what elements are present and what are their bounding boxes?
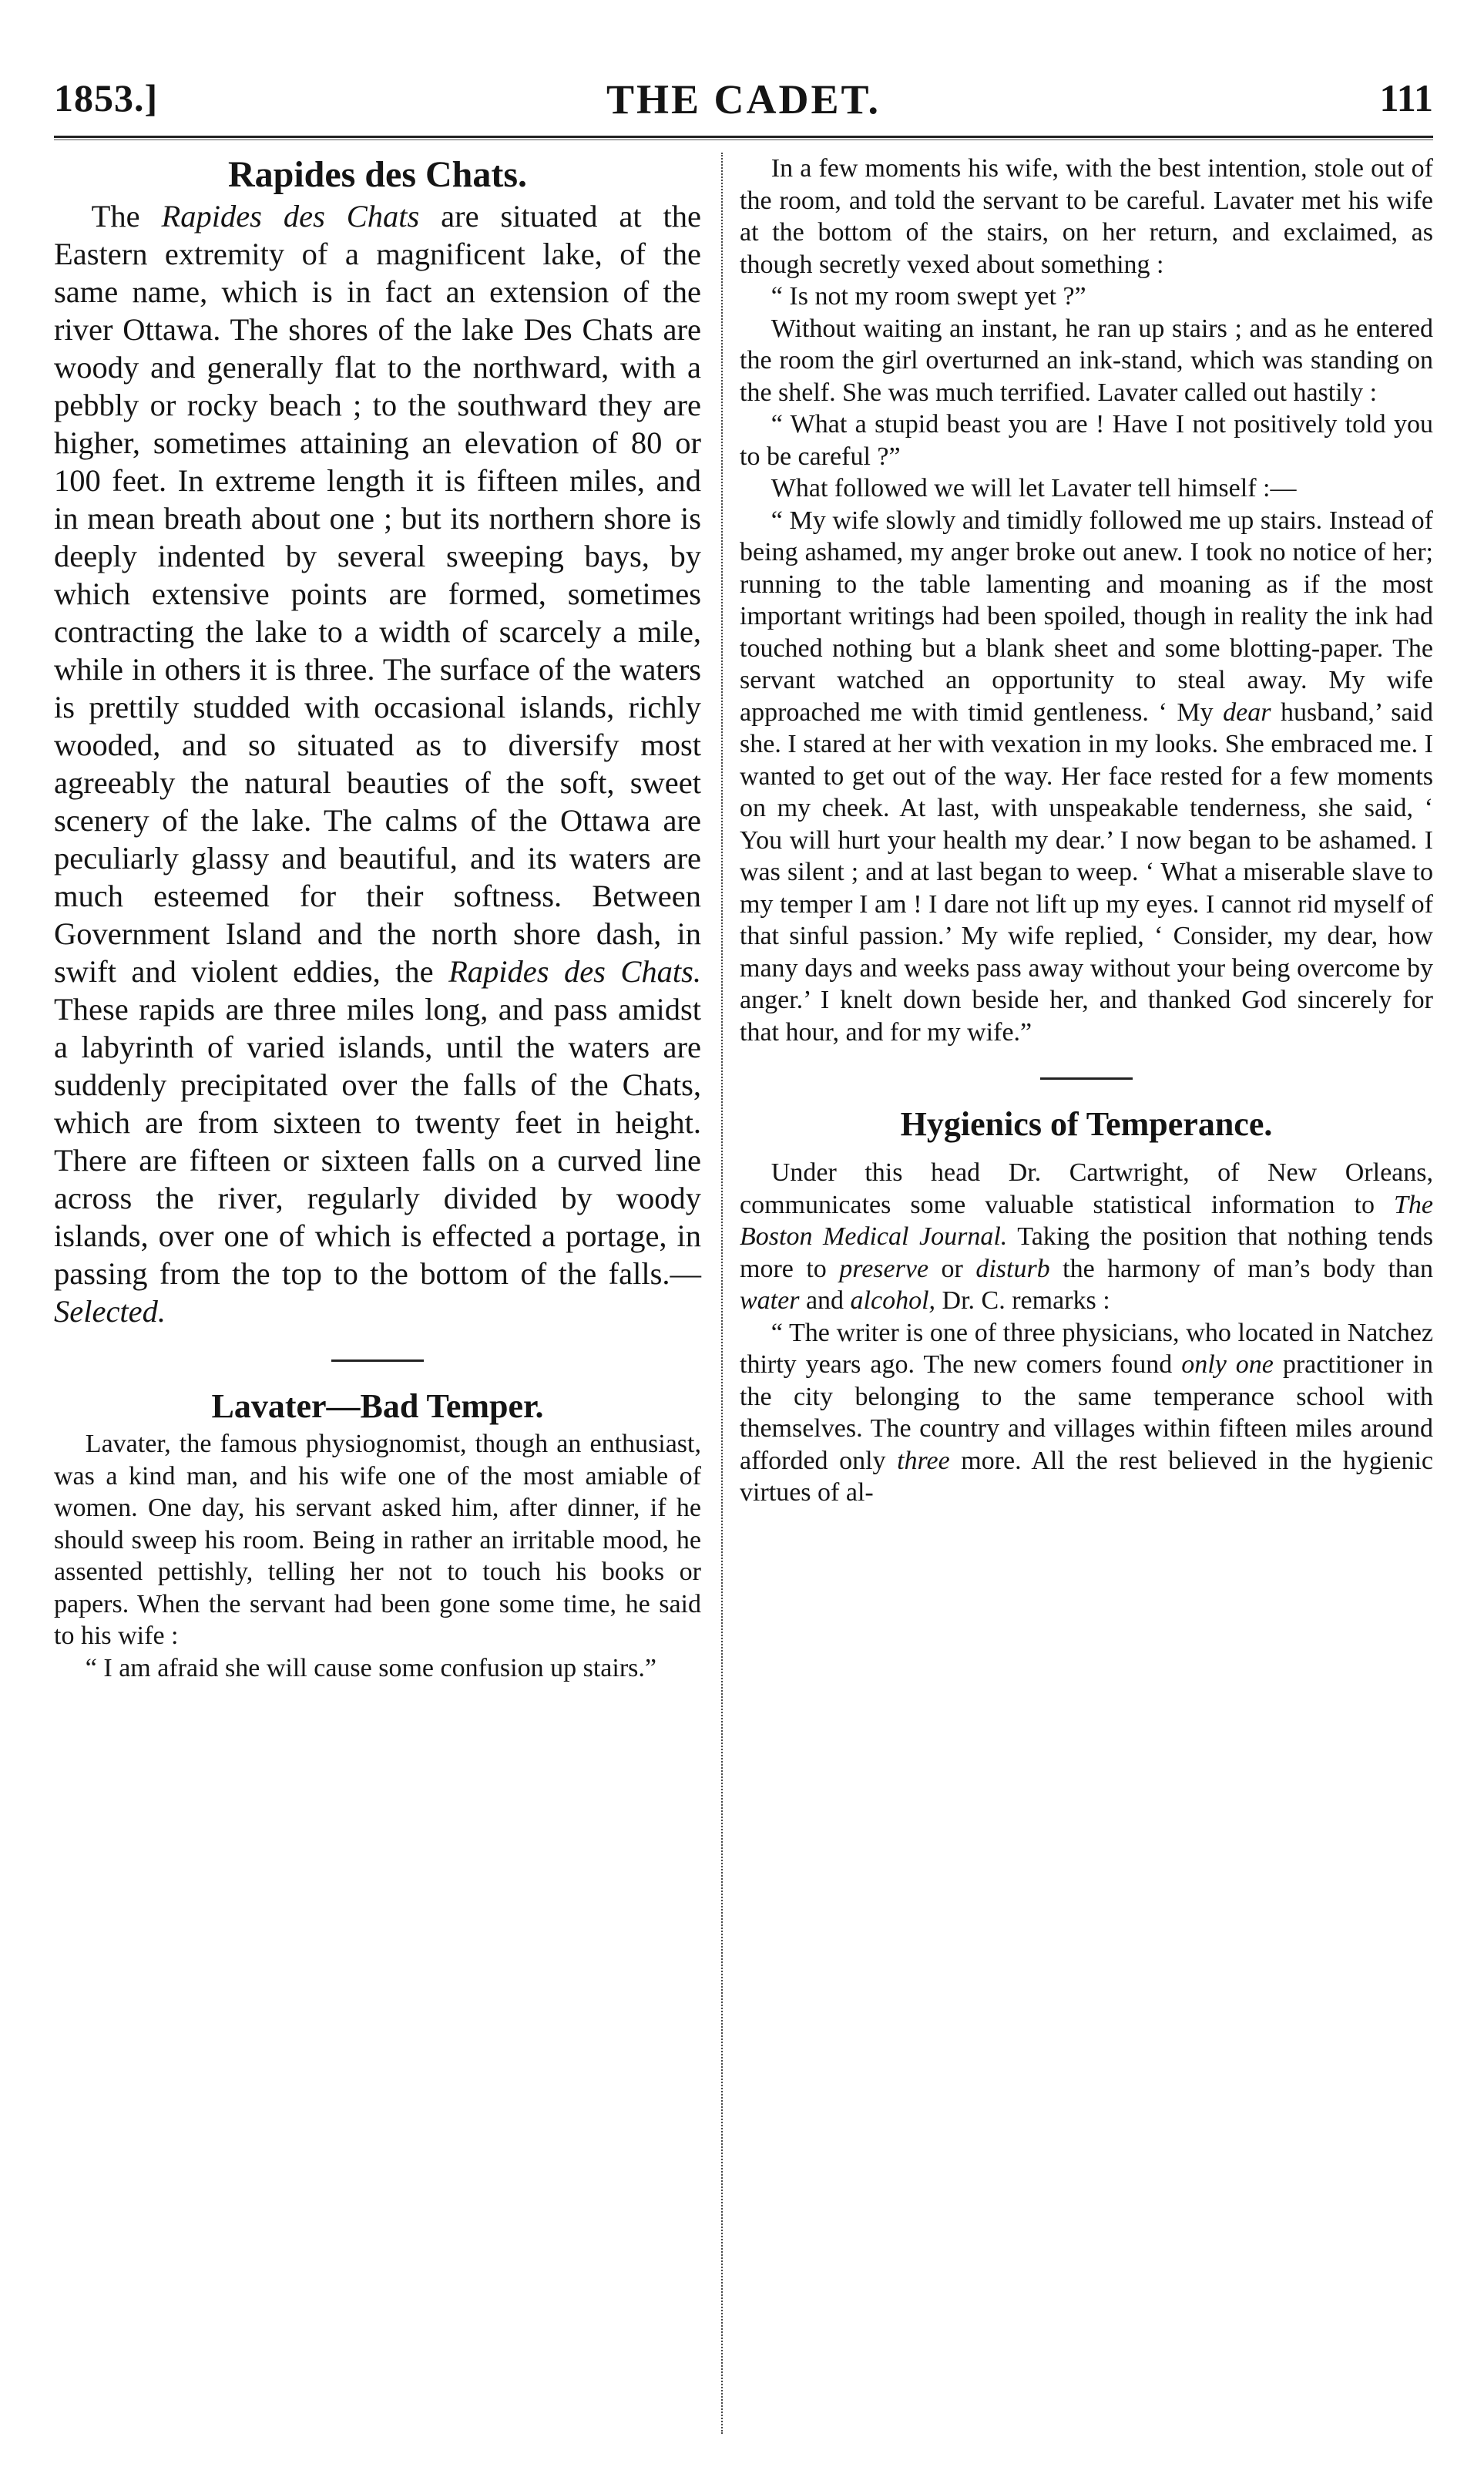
right-column — [740, 153, 1433, 1509]
article-paragraph: “ I am afraid she will cause some confusion up stairs.” — [85, 1653, 656, 1682]
article-title: Rapides des Chats. — [227, 154, 528, 195]
left-column — [54, 153, 701, 1684]
journal-title: THE CADET. — [606, 76, 881, 123]
column-divider — [721, 153, 723, 2434]
article-paragraph: “ My wife slowly and timidly followed me up stairs. Instead of being ashamed, my anger broke out anew. I took no notice of her; running to the table lamenting and moaning as if the most important writings had been spoiled, though in reality the ink had touched nothing but a blank sheet and some blotting-paper. The servant watched an opportunity to steal away. My wife approached me with timid gentleness. ‘ My dear husband,’ said she. I stared at her with vexation in my looks. She embraced me. I wanted to get out of the way. Her face rested for a few moments on my cheek. At last, with unspeakable tenderness, she said, ‘ You will hurt your health my dear.’ I now began to be ashamed. I was silent ; and at last began to weep. ‘ What a miserable slave to my temper I am ! I dare not lift up my eyes. I cannot rid myself of that sinful passion.’ My wife replied, ‘ Consider, my dear, how many days and weeks pass away without your being overcome by anger.’ I knelt down beside her, and thanked God sincerely for that hour, and for my wife.” — [740, 506, 1434, 1047]
article-lavater-continued — [740, 153, 1433, 1048]
header-year: 1853.] — [54, 76, 159, 119]
article-paragraph: In a few moments his wife, with the best intention, stole out of the room, and told the servant to be careful. Lavater met his wife at the bottom of the stairs, on her return, and exclaimed, as though secretly vexed about something : — [740, 154, 1433, 279]
article-paragraph: The Rapides des Chats are situated at the Eastern extremity of a magnificent lake, of the same name, which is in fact an extension of the river Ottawa. The shores of the lake Des Chats are woody and generally flat to the northward, with a pebbly or rocky beach ; to the southward they are higher, sometimes attaining an elevation of 80 or 100 feet. In extreme length it is fifteen miles, and in mean breath about one ; but its northern shore is deeply indented by several sweeping bays, by which extensive points are formed, sometimes contracting the lake to a width of scarcely a mile, while in others it is three. The surface of the waters is prettily studded with occasional islands, richly wooded, and so situated as to diversify most agreeably the natural beauties of the soft, sweet scenery of the lake. The calms of the Ottawa are peculiarly glassy and beautiful, and its waters are much esteemed for their softness. Between Government Island and the north shore dash, in swift and violent eddies, the Rapides des Chats. These rapids are three miles long, and pass amidst a labyrinth of varied islands, until the waters are suddenly precipitated over the falls of the Chats, which are from sixteen to twenty feet in height. There are fifteen or sixteen falls on a curved line across the river, regularly divided by woody islands, over one of which is effected a portage, in passing from the top to the bottom of the falls.—Selected. — [54, 199, 701, 1329]
article-paragraph: “ The writer is one of three physicians, who located in Natchez thirty years ago. The new comers found only one practitioner in the city belonging to the same temperance school with themselves. The country and villages within fifteen miles around afforded only three more. All the rest believed in the hygienic virtues of al- — [740, 1318, 1433, 1507]
page — [54, 76, 1433, 2434]
article-paragraph: What followed we will let Lavater tell himself :— — [771, 474, 1297, 502]
article-title: Hygienics of Temperance. — [900, 1105, 1273, 1143]
article-paragraph: “ Is not my room swept yet ?” — [771, 282, 1086, 311]
article-separator — [331, 1359, 424, 1362]
article-paragraph: “ What a stupid beast you are ! Have I not positively told you to be careful ?” — [740, 410, 1433, 471]
article-paragraph: Under this head Dr. Cartwright, of New Orleans, communicates some valuable statistical information to The Boston Medical Journal. Taking the position that nothing tends more to preserve or disturb the harmony of man’s body than water and alcohol, Dr. C. remarks : — [740, 1158, 1433, 1315]
page-header — [54, 76, 1433, 137]
article-lavater — [54, 1385, 701, 1684]
header-rule — [54, 136, 1433, 140]
article-paragraph: Without waiting an instant, he ran up stairs ; and as he entered the room the girl overturned an ink-stand, which was standing on the shelf. She was much terrified. Lavater called out hastily : — [740, 314, 1433, 407]
page-number: 111 — [1379, 76, 1433, 119]
article-paragraph: Lavater, the famous physiognomist, though an enthusiast, was a kind man, and his wife one of the most amiable of women. One day, his servant asked him, after dinner, if he should sweep his room. Being in rather an irritable mood, he assented pettishly, telling her not to touch his books or papers. When the servant had been gone some time, he said to his wife : — [54, 1430, 701, 1650]
article-hygienics — [740, 1103, 1433, 1509]
article-rapides-des-chats — [54, 153, 701, 1330]
article-title: Lavater—Bad Temper. — [211, 1387, 544, 1425]
article-separator — [1040, 1077, 1133, 1080]
